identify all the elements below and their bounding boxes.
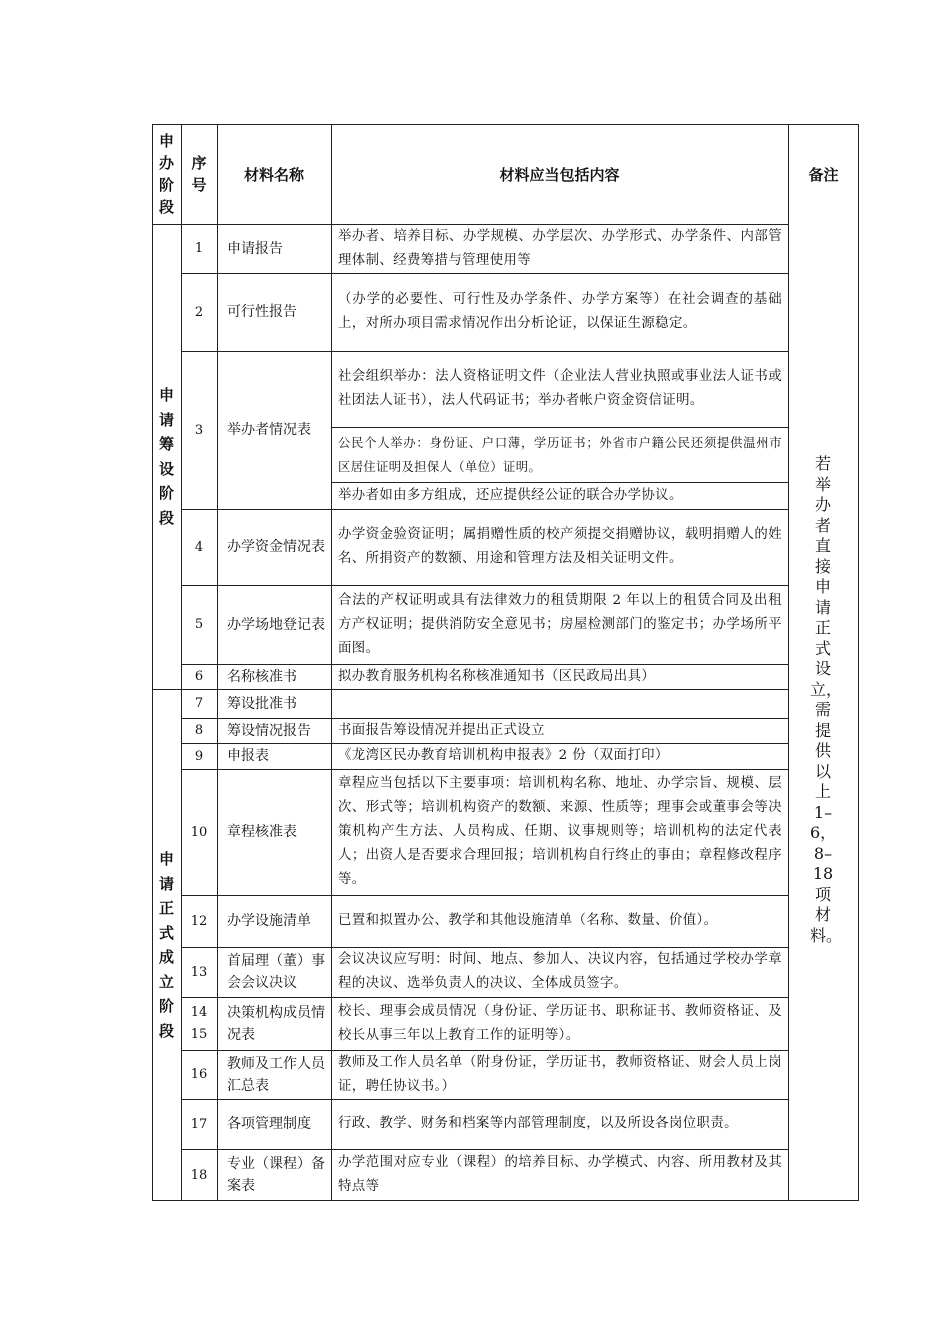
row-seq: 2 (194, 304, 204, 320)
row-content: （办学的必要性、可行性及办学条件、办学方案等）在社会调查的基础上，对所办项目需求情况作出分析论证，以保证生源稳定。 (338, 292, 782, 331)
row-name: 名称核准书 (227, 668, 297, 685)
row-seq: 14 15 (190, 1004, 208, 1042)
row-content: 教师及工作人员名单（附身份证，学历证书，教师资格证、财会人员上岗证，聘任协议书。） (338, 1054, 782, 1094)
row-seq: 5 (194, 617, 204, 632)
row-name: 决策机构成员情况表 (227, 1004, 325, 1043)
row-content (331, 689, 788, 718)
row-name: 专业（课程）备案表 (227, 1156, 325, 1194)
row-name: 办学场地登记表 (227, 616, 325, 633)
row-seq: 13 (190, 964, 208, 980)
row-name: 筹设批准书 (227, 695, 297, 712)
row-seq: 7 (194, 696, 204, 711)
header-stage-text: 申办阶段 (159, 132, 175, 216)
header-note (788, 124, 859, 224)
header-seq-text: 序号 (191, 154, 207, 194)
row-content: 社会组织举办：法人资格证明文件（企业法人营业执照或事业法人证书或社团法人证书），法人代码证书；举办者帐户资金资信证明。 (338, 369, 782, 408)
row-content: 举办者、培养目标、办学规模、办学层次、办学形式、办学条件、内部管理体制、经费筹措与管理使用等 (338, 228, 782, 268)
row-content: 会议决议应写明：时间、地点、参加人、决议内容，包括通过学校办学章程的决议、选举负责人的决议、全体成员签字。 (338, 952, 782, 991)
row-content: 行政、教学、财务和档案等内部管理制度，以及所设各岗位职责。 (338, 1116, 738, 1131)
row-seq: 17 (190, 1116, 208, 1132)
row-content: 章程应当包括以下主要事项：培训机构名称、地址、办学宗旨、规模、层次、形式等；培训机构资产的数额、来源、性质等；理事会或董事会等决策机构产生方法、人员构成、任期、议事规则等；培训机构的法定代表人；出资人是否要求合理回报；培训机构自行终止的事由；章程修改程序等。 (338, 776, 782, 887)
row-seq: 12 (190, 913, 208, 929)
row-name: 申请报告 (227, 240, 283, 257)
row-name: 筹设情况报告 (227, 722, 311, 739)
stage-formal-text: 申请正式成立阶段 (159, 850, 175, 1040)
row-name: 首届理（董）事会会议决议 (227, 953, 325, 991)
row-content: 公民个人举办：身份证、户口薄，学历证书；外省市户籍公民还须提供温州市区居住证明及担保人（单位）证明。 (338, 435, 782, 474)
row-content: 拟办教育服务机构名称核准通知书（区民政局出具） (338, 668, 656, 684)
remark-note: 若举办者直接申请正式设立，需提供以上1–6，8–18项材料。 (810, 454, 843, 945)
row-name: 可行性报告 (227, 304, 297, 320)
row-name: 办学资金情况表 (227, 539, 325, 555)
stage-preparation (152, 224, 181, 689)
row-seq: 3 (194, 422, 204, 438)
row-content: 《龙湾区民办教育培训机构申报表》2 份（双面打印） (338, 748, 669, 763)
header-stage (152, 124, 181, 224)
header-content (331, 124, 788, 224)
row-seq: 4 (194, 539, 204, 555)
row-content: 举办者如由多方组成，还应提供经公证的联合办学协议。 (338, 487, 683, 503)
row-seq: 10 (190, 824, 208, 840)
row-content: 办学范围对应专业（课程）的培养目标、办学模式、内容、所用教材及其特点等 (338, 1155, 782, 1194)
row-name: 申报表 (227, 748, 269, 764)
row-name: 各项管理制度 (227, 1116, 311, 1132)
row-content: 书面报告筹设情况并提出正式设立 (338, 722, 545, 738)
materials-table (152, 124, 859, 1201)
row-seq: 1 (194, 241, 204, 256)
header-content-text: 材料应当包括内容 (499, 165, 620, 184)
row-content: 校长、理事会成员情况（身份证、学历证书、职称证书、教师资格证、及校长从事三年以上教育工作的证明等）。 (338, 1003, 782, 1043)
header-seq (181, 124, 217, 224)
row-seq: 18 (190, 1167, 208, 1183)
header-name (217, 124, 331, 224)
stage-formal (152, 689, 181, 1201)
row-name: 章程核准表 (227, 824, 297, 840)
header-name-text: 材料名称 (243, 165, 304, 184)
row-content: 办学资金验资证明；属捐赠性质的校产须提交捐赠协议，载明捐赠人的姓名、所捐资产的数额、用途和管理方法及相关证明文件。 (338, 527, 782, 566)
row-name: 教师及工作人员汇总表 (227, 1055, 325, 1094)
row-seq: 16 (190, 1067, 208, 1082)
header-note-text: 备注 (808, 165, 839, 184)
grid-line (788, 124, 789, 1201)
row-seq: 9 (194, 748, 204, 764)
row-content: 已置和拟置办公、教学和其他设施清单（名称、数量、价值）。 (338, 913, 718, 928)
row-seq: 6 (194, 669, 204, 684)
row-name: 举办者情况表 (227, 422, 311, 438)
stage-preparation-text: 申请筹设阶段 (159, 386, 175, 527)
row-content: 合法的产权证明或具有法律效力的租赁期限 2 年以上的租赁合同及出租方产权证明；提供消防安全意见书；房屋检测部门的鉴定书；办学场所平面图。 (338, 592, 782, 656)
row-name: 办学设施清单 (227, 913, 311, 929)
row-seq: 8 (194, 723, 204, 738)
